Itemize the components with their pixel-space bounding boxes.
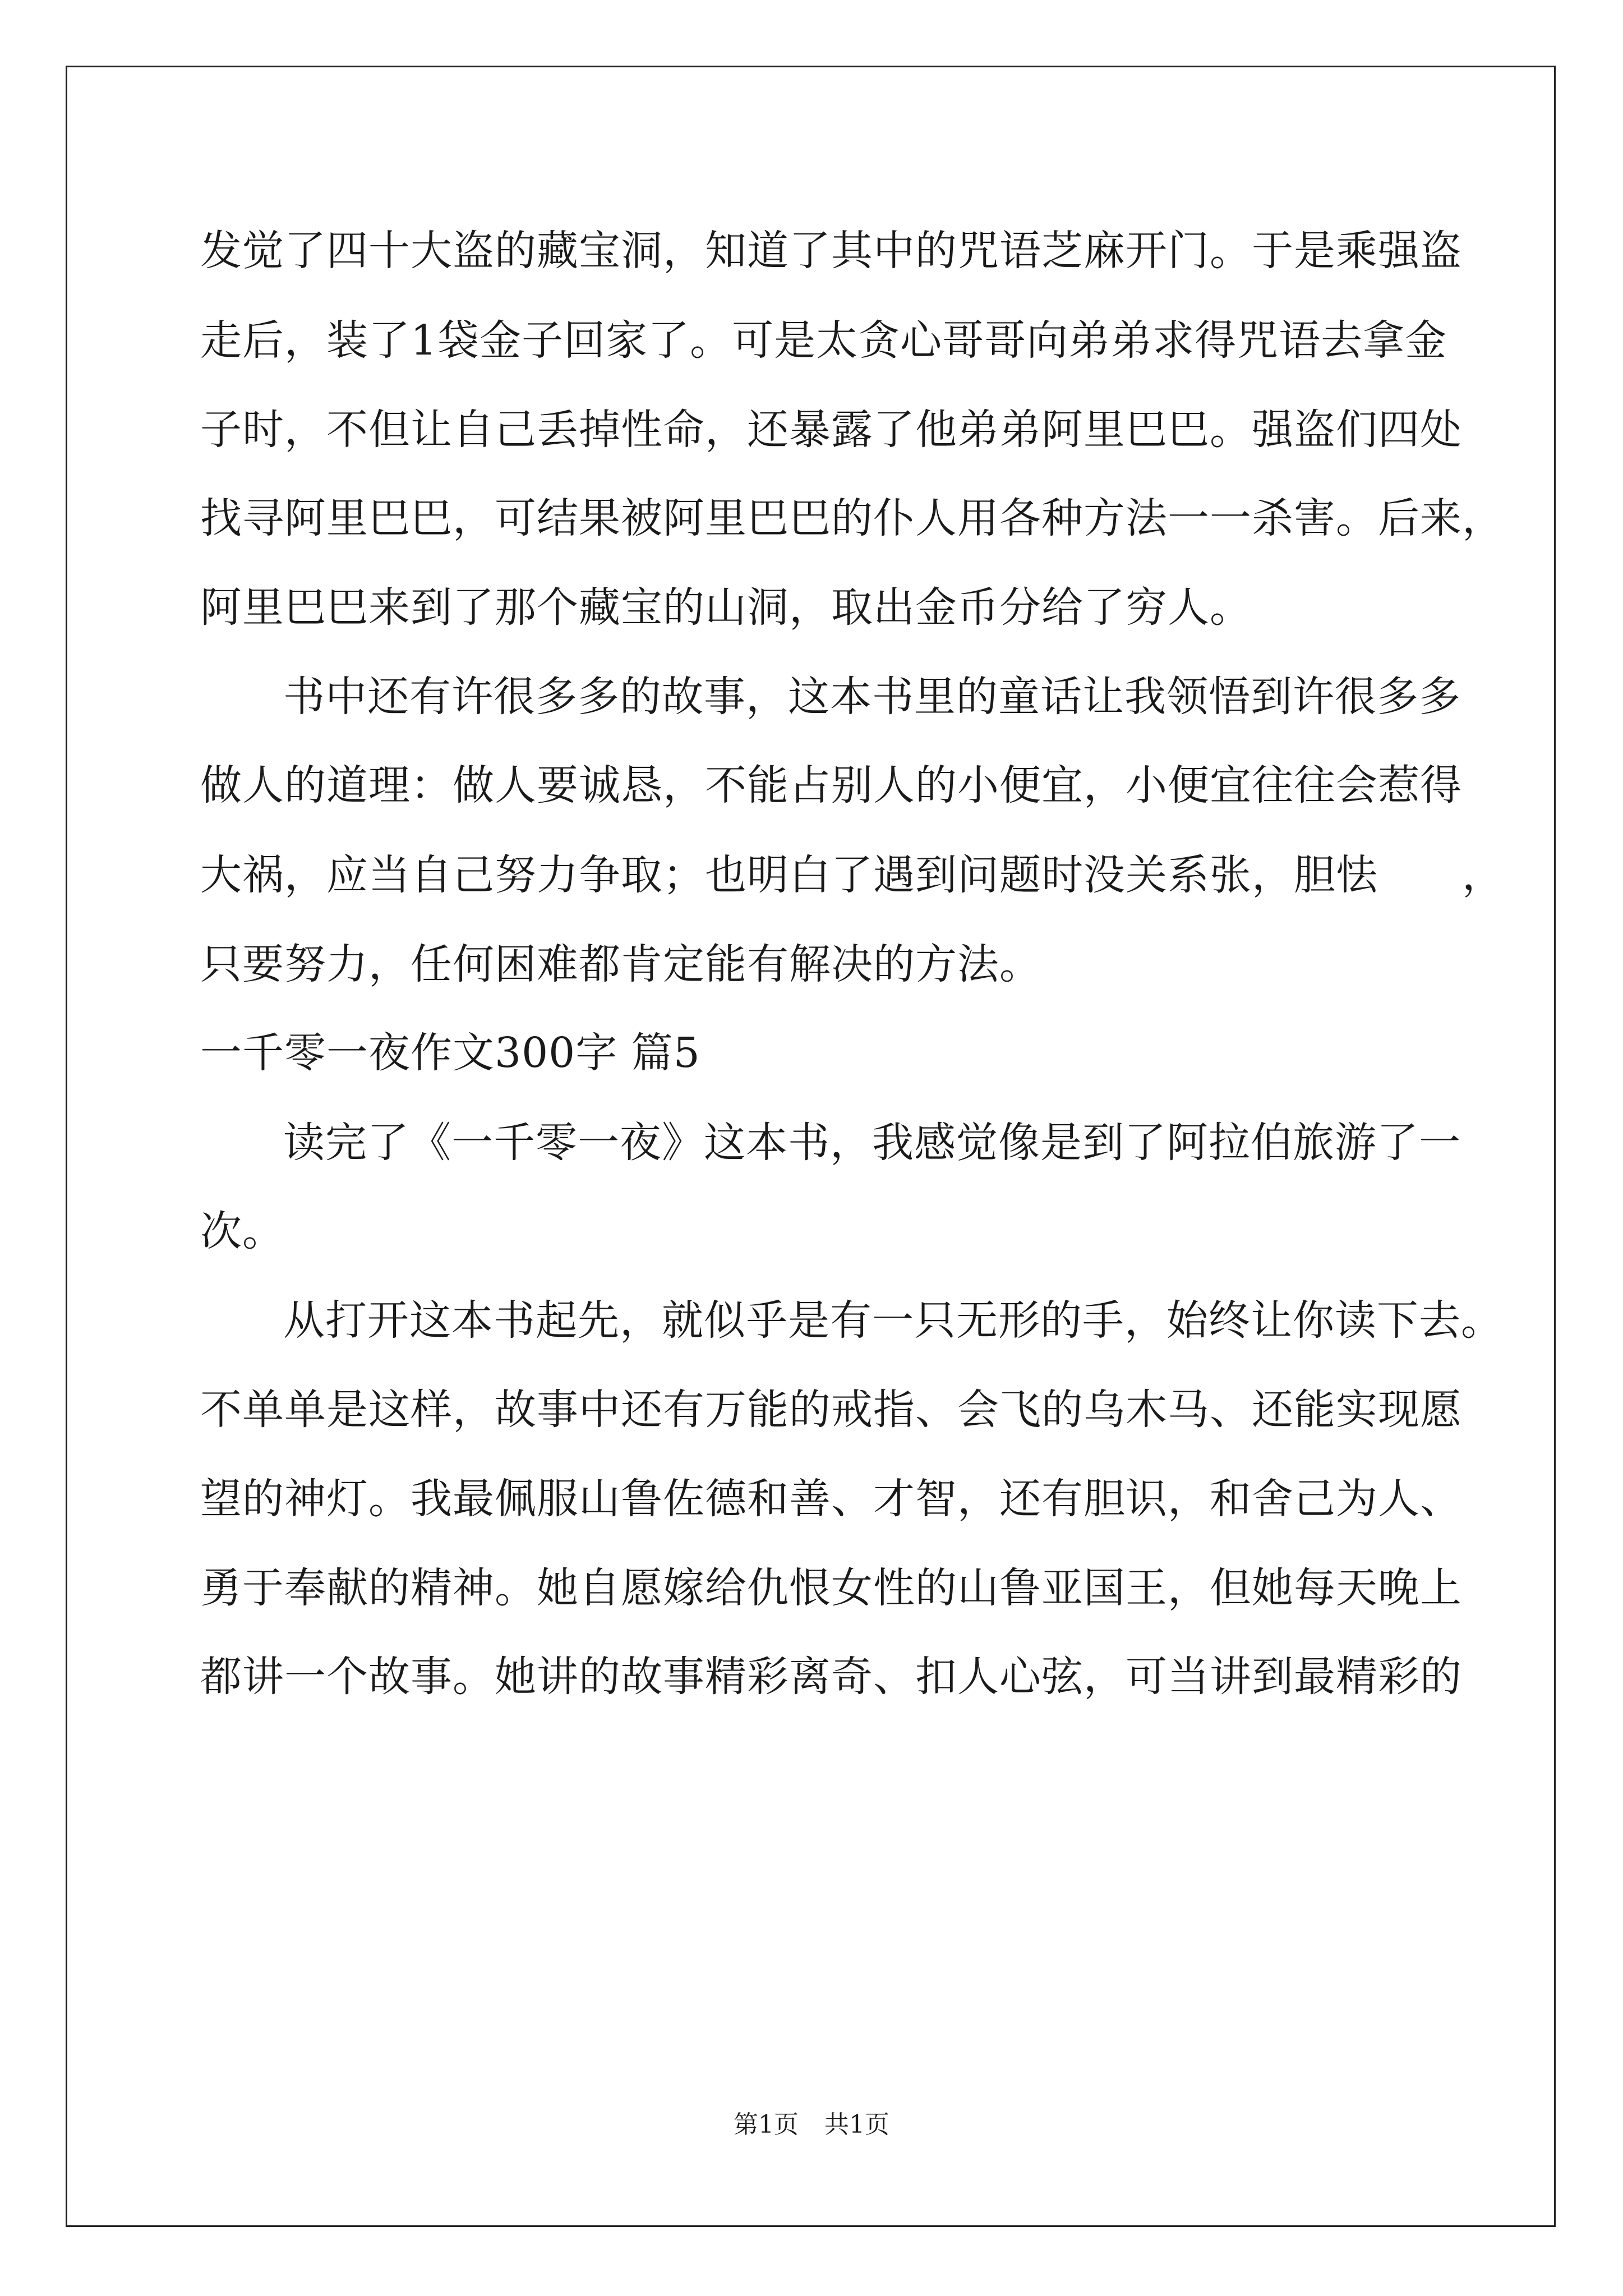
section-heading: 一千零一夜作文300字 篇5 [200, 1029, 700, 1077]
page-footer [0, 2110, 1623, 2139]
text-line: 子时，不但让自己丢掉性命，还暴露了他弟弟阿里巴巴。强盗们四处 [200, 406, 1462, 454]
text-line: 找寻阿里巴巴，可结果被阿里巴巴的仆人用各种方法一一杀害。后来， [200, 494, 1504, 542]
page-total: 共1页 [824, 2110, 889, 2139]
text-line: 望的神灯。我最佩服山鲁佐德和善、才智，还有胆识，和舍己为人、 [200, 1475, 1462, 1523]
text-line: 大祸，应当自己努力争取；也明白了遇到问题时没关系张，胆怯 ， [200, 851, 1504, 899]
text-line: 阿里巴巴来到了那个藏宝的山洞，取出金币分给了穷人。 [200, 583, 1252, 632]
paragraph-first-line: 读完了《一千零一夜》这本书，我感觉像是到了阿拉伯旅游了一 [283, 1119, 1461, 1167]
text-line: 次。 [200, 1207, 284, 1255]
paragraph-first-line: 书中还有许很多多的故事，这本书里的童话让我领悟到许很多多 [283, 673, 1461, 721]
paragraph-first-line: 从打开这本书起先，就似乎是有一只无形的手，始终让你读下去。 [283, 1296, 1503, 1345]
text-line: 做人的道理：做人要诚恳，不能占别人的小便宜，小便宜往往会惹得 [200, 761, 1462, 809]
text-line: 不单单是这样，故事中还有万能的戒指、会飞的乌木马、还能实现愿 [200, 1386, 1462, 1434]
text-line: 都讲一个故事。她讲的故事精彩离奇、扣人心弦，可当讲到最精彩的 [200, 1653, 1462, 1701]
page-number: 第1页 [734, 2110, 799, 2139]
text-line: 走后，装了1袋金子回家了。可是太贪心哥哥向弟弟求得咒语去拿金 [200, 316, 1447, 365]
text-line: 勇于奉献的精神。她自愿嫁给仇恨女性的山鲁亚国王，但她每天晚上 [200, 1564, 1462, 1612]
text-line: 发觉了四十大盗的藏宝洞，知道了其中的咒语芝麻开门。于是乘强盗 [200, 227, 1462, 275]
text-line: 只要努力，任何困难都肯定能有解决的方法。 [200, 940, 1041, 988]
